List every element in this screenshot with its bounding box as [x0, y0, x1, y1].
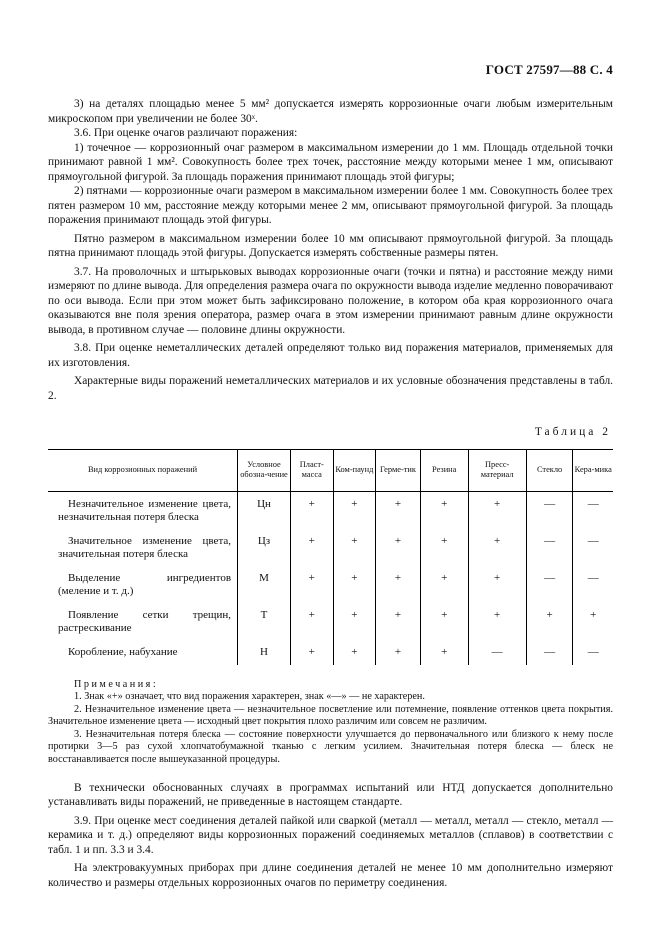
- cell-type-text: Незначительное изменение цвета, незначительная потеря блеска: [58, 497, 232, 523]
- cell-mark: +: [420, 565, 468, 602]
- cell-type-text: Выделение ингредиентов (меление и т. д.): [58, 571, 232, 597]
- cell-mark: +: [420, 602, 468, 639]
- cell-mark: +: [333, 639, 376, 665]
- cell-mark: —: [573, 528, 613, 565]
- paragraph: В технически обоснованных случаях в программах испытаний или НТД допускается дополнительно устанавливать виды поражений, не приведенные в настоящем стандарте.: [48, 781, 613, 809]
- table-notes: [48, 679, 613, 767]
- corrosion-table: [48, 449, 613, 665]
- paragraph: 3.9. При оценке мест соединения деталей пайкой или сваркой (металл — металл, металл — стекло, металл — керамика и т. д.) определяют виды коррозионных поражений соединяемых металлов (сплавов) в соответствии с табл. 1 и пп. 3.3 и 3.4.: [48, 814, 613, 856]
- cell-type: [48, 639, 238, 665]
- cell-mark: —: [573, 491, 613, 528]
- cell-type: [48, 602, 238, 639]
- cell-mark: +: [291, 639, 334, 665]
- note-item: 2. Незначительное изменение цвета — незначительное посветление или потемнение, появление оттенков цвета покрытия. Значительное изменение цвета — исходный цвет покрытия плохо различим или совсем не различим.: [48, 703, 613, 728]
- cell-mark: +: [376, 639, 421, 665]
- cell-mark: —: [573, 639, 613, 665]
- cell-mark: +: [333, 528, 376, 565]
- cell-type: [48, 565, 238, 602]
- paragraph: 3.7. На проволочных и штырьковых выводах коррозионные очаги (точки и пятна) и расстояние между ними измеряют по длине вывода. Для определения размера очага по окружности вывода изделие медленно поворачивают по оси вывода. Если при этом может быть зафиксировано положение, в котором оба края коррозионного очага оказываются вне поля зрения оператора, размер очага в этом измерении принимают равным длине окружности вывода, в противном случае — половине длины окружности.: [48, 265, 613, 336]
- cell-mark: —: [526, 565, 573, 602]
- cell-mark: —: [526, 639, 573, 665]
- cell-code: Н: [238, 639, 291, 665]
- note-item: 3. Незначительная потеря блеска — состояние поверхности улучшается до первоначального или близкого к нему после протирки 3—5 раз сухой хлопчатобумажной тканью с легким усилием. Значительная потеря блеска — блеск не восстанавливается после вышеуказанной процедуры.: [48, 728, 613, 766]
- column-header: Резина: [420, 449, 468, 491]
- cell-mark: —: [468, 639, 526, 665]
- cell-mark: —: [526, 491, 573, 528]
- cell-code: М: [238, 565, 291, 602]
- paragraph: На электровакуумных приборах при длине соединения деталей не менее 10 мм дополнительно измеряют количество и размеры отдельных коррозионных очагов по периметру соединения.: [48, 862, 613, 889]
- column-header: Пласт-масса: [291, 449, 334, 491]
- cell-type: [48, 528, 238, 565]
- table-row: [48, 602, 613, 639]
- cell-mark: +: [468, 602, 526, 639]
- note-item: 1. Знак «+» означает, что вид поражения характерен, знак «—» — не характерен.: [74, 691, 425, 703]
- notes-title: Примечания:: [74, 678, 159, 690]
- cell-mark: +: [291, 528, 334, 565]
- cell-mark: +: [420, 491, 468, 528]
- cell-mark: +: [333, 565, 376, 602]
- cell-mark: +: [291, 491, 334, 528]
- page-header: ГОСТ 27597—88 С. 4: [485, 62, 613, 77]
- table-header-row: [48, 449, 613, 491]
- table-title: Таблица 2: [534, 426, 611, 438]
- cell-mark: +: [468, 528, 526, 565]
- cell-mark: +: [333, 602, 376, 639]
- cell-mark: —: [526, 528, 573, 565]
- column-header: Герме-тик: [376, 449, 421, 491]
- paragraph: 1) точечное — коррозионный очаг размером в максимальном измерении до 1 мм. Площадь отдельной точки принимают равной 1 мм². Совокупность более трех точек, расстояние между которыми менее 1 мм, описывают прямоугольной фигурой. За площадь поражения принимают площадь этой фигуры;: [48, 141, 613, 183]
- cell-type-text: Коробление, набухание: [68, 645, 178, 658]
- document-body: [48, 97, 613, 890]
- cell-mark: +: [420, 639, 468, 665]
- cell-mark: +: [468, 565, 526, 602]
- paragraph: 2) пятнами — коррозионные очаги размером в максимальном измерении более 1 мм. Совокупность более трех пятен размером 10 мм, расстояние между которыми менее 2 мм, описывают прямоугольной фигурой. За площадь поражения принимают площадь этой фигуры.: [48, 185, 613, 226]
- paragraph: 3.6. При оценке очагов различают поражения:: [74, 127, 298, 139]
- cell-code: Цн: [238, 491, 291, 528]
- cell-mark: +: [376, 602, 421, 639]
- table-row: [48, 528, 613, 565]
- table-row: [48, 565, 613, 602]
- cell-mark: +: [376, 528, 421, 565]
- cell-mark: +: [376, 491, 421, 528]
- cell-mark: —: [573, 565, 613, 602]
- cell-mark: +: [291, 565, 334, 602]
- paragraph: 3) на деталях площадью менее 5 мм² допускается измерять коррозионные очаги любым измерительным микроскопом при увеличении не более 30ˣ.: [48, 98, 613, 125]
- cell-type-text: Значительное изменение цвета, значительная потеря блеска: [58, 534, 232, 560]
- cell-code: Цз: [238, 528, 291, 565]
- cell-type-text: Появление сетки трещин, растрескивание: [58, 608, 232, 634]
- cell-mark: +: [573, 602, 613, 639]
- cell-mark: +: [468, 491, 526, 528]
- column-header: Стекло: [526, 449, 573, 491]
- column-header: Ком-паунд: [333, 449, 376, 491]
- column-header: Условное обозна-чение: [238, 449, 291, 491]
- paragraph: 3.8. При оценке неметаллических деталей определяют только вид поражения материалов, применяемых для их изготовления.: [48, 342, 613, 369]
- cell-mark: +: [420, 528, 468, 565]
- table-row: [48, 639, 613, 665]
- cell-mark: +: [376, 565, 421, 602]
- cell-type: [48, 491, 238, 528]
- column-header: Пресс-материал: [468, 449, 526, 491]
- bottom-section: [48, 781, 613, 891]
- paragraph: Характерные виды поражений неметаллических материалов и их условные обозначения представлены в табл. 2.: [48, 375, 613, 402]
- cell-code: Т: [238, 602, 291, 639]
- cell-mark: +: [526, 602, 573, 639]
- cell-mark: +: [291, 602, 334, 639]
- table-row: [48, 491, 613, 528]
- cell-mark: +: [333, 491, 376, 528]
- column-header: Вид коррозионных поражений: [48, 449, 238, 491]
- paragraph: Пятно размером в максимальном измерении более 10 мм описывают прямоугольной фигурой. За площадь пятна принимают площадь этой фигуры. Допускается измерять собственные размеры пятен.: [48, 232, 613, 259]
- column-header: Кера-мика: [573, 449, 613, 491]
